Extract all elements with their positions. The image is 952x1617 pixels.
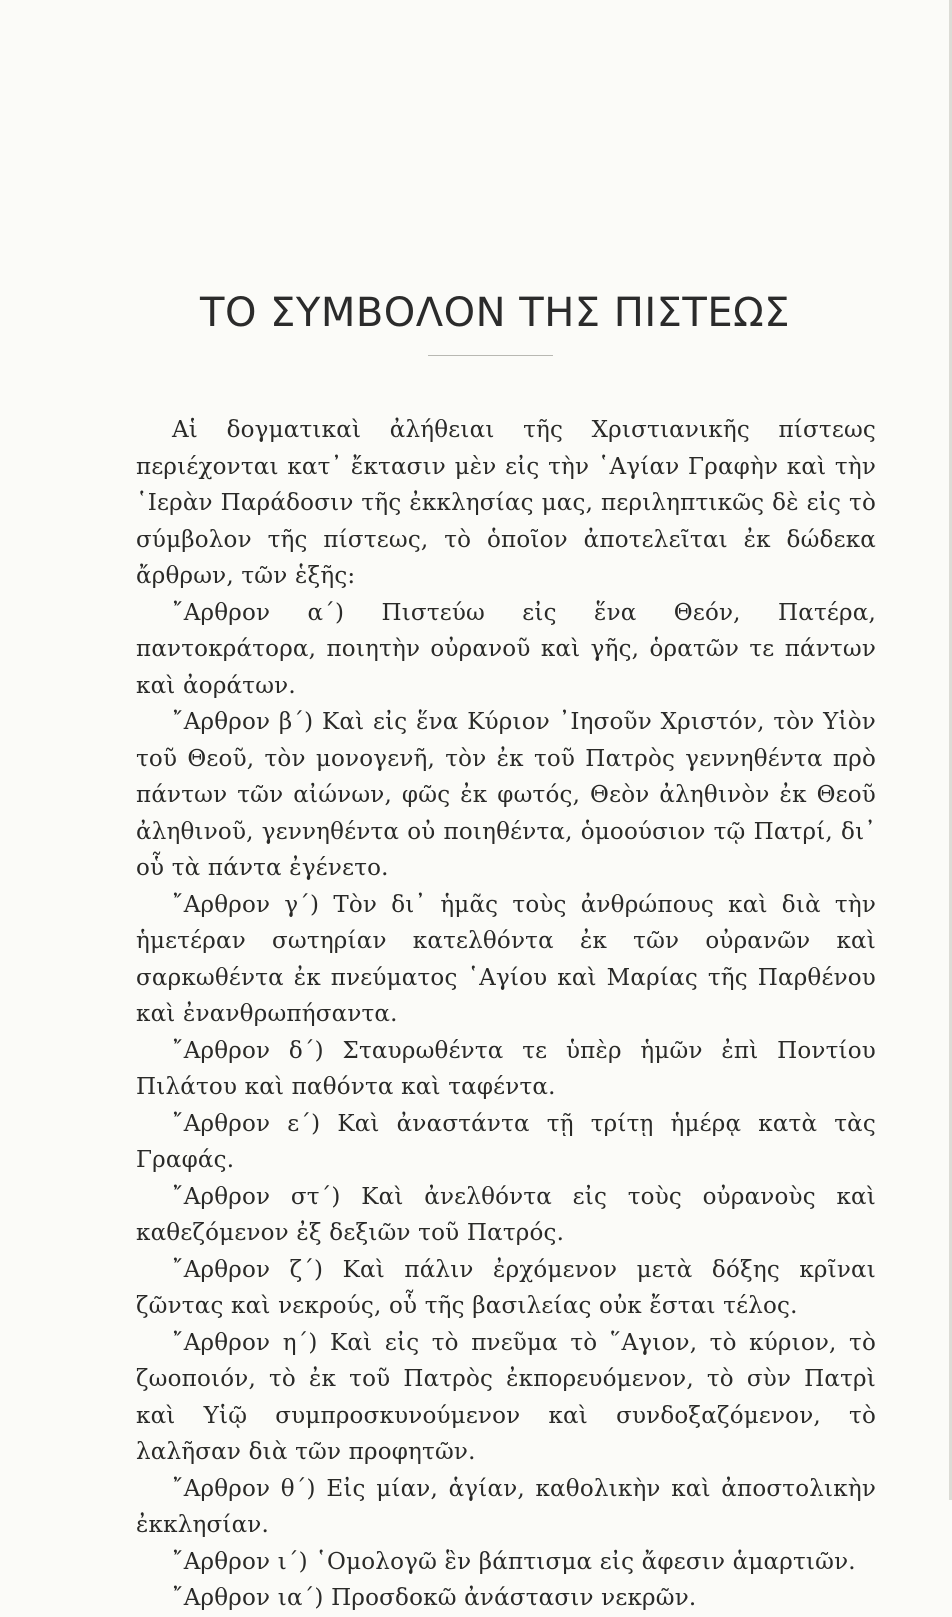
article-text: Καὶ ἀνελθόντα εἰς τοὺς οὐρανοὺς καὶ καθεζόμενον ἐξ δεξιῶν τοῦ Πατρός. [136, 1183, 876, 1246]
article-label: ῎Αρθρον στ΄) [172, 1183, 341, 1210]
page-title: ΤΟ ΣΥΜΒΟΛΟΝ ΤΗΣ ΠΙΣΤΕΩΣ [200, 290, 790, 336]
article-text: Καὶ ἀναστάντα τῇ τρίτῃ ἡμέρᾳ κατὰ τὰς Γραφάς. [136, 1110, 876, 1173]
article-text: Προσδοκῶ ἀνάστασιν νεκρῶν. [331, 1585, 697, 1611]
article-text: Εἰς μίαν, ἁγίαν, καθολικὴν καὶ ἀποστολικὴν ἐκκλησίαν. [136, 1475, 876, 1538]
article-label: ῎Αρθρον β΄) [172, 709, 314, 735]
article-label: ῎Αρθρον ια΄) [172, 1585, 324, 1611]
article-1 [136, 595, 876, 705]
article-label: ῎Αρθρον δ΄) [172, 1037, 324, 1064]
article-7 [136, 1252, 876, 1325]
article-text: Σταυρωθέντα τε ὑπὲρ ἡμῶν ἐπὶ Ποντίου Πιλάτου καὶ παθόντα καὶ ταφέντα. [136, 1037, 876, 1100]
article-label: ῎Αρθρον θ΄) [172, 1475, 316, 1502]
article-label: ῎Αρθρον ζ΄) [172, 1256, 324, 1283]
article-label: ῎Αρθρον α΄) [172, 599, 345, 626]
article-text: Πιστεύω εἰς ἕνα Θεόν, Πατέρα, παντοκράτορα, ποιητὴν οὐρανοῦ καὶ γῆς, ὁρατῶν τε πάντων καὶ ἀοράτων. [136, 599, 876, 699]
article-5 [136, 1106, 876, 1179]
article-label: ῎Αρθρον ε΄) [172, 1110, 321, 1137]
article-2 [136, 704, 876, 887]
article-label: ῎Αρθρον γ΄) [172, 891, 320, 918]
article-6 [136, 1179, 876, 1252]
article-11 [136, 1580, 876, 1617]
article-3 [136, 887, 876, 1033]
article-9 [136, 1471, 876, 1544]
creed-body [136, 412, 876, 1617]
article-10 [136, 1544, 876, 1581]
title-divider [428, 355, 553, 356]
article-8 [136, 1325, 876, 1471]
article-text: Καὶ εἰς τὸ πνεῦμα τὸ ῞Αγιον, τὸ κύριον, τὸ ζωοποιόν, τὸ ἐκ τοῦ Πατρὸς ἐκπορευόμενον, τὸ σὺν Πατρὶ καὶ Υἱῷ συμπροσκυνούμενον καὶ συνδοξαζόμενον, τὸ λαλῆσαν διὰ τῶν προφητῶν. [136, 1329, 877, 1465]
article-label: ῎Αρθρον η΄) [172, 1329, 318, 1356]
article-4 [136, 1033, 876, 1106]
article-label: ῎Αρθρον ι΄) [172, 1548, 308, 1575]
article-text: Καὶ εἰς ἕνα Κύριον ᾽Ιησοῦν Χριστόν, τὸν Υἱὸν τοῦ Θεοῦ, τὸν μονογενῆ, τὸν ἐκ τοῦ Πατρὸς γεννηθέντα πρὸ πάντων τῶν αἰώνων, φῶς ἐκ φωτός, Θεὸν ἀληθινὸν ἐκ Θεοῦ ἀληθινοῦ, γεννηθέντα οὐ ποιηθέντα, ὁμοούσιον τῷ Πατρί, δι᾽ οὗ τὰ πάντα ἐγένετο. [136, 709, 876, 881]
article-text: Τὸν δι᾽ ἡμᾶς τοὺς ἀνθρώπους καὶ διὰ τὴν ἡμετέραν σωτηρίαν κατελθόντα ἐκ τῶν οὐρανῶν καὶ σαρκωθέντα ἐκ πνεύματος ῾Αγίου καὶ Μαρίας τῆς Παρθένου καὶ ἐνανθρωπήσαντα. [136, 891, 877, 1027]
article-text: ῾Ομολογῶ ἓν βάπτισμα εἰς ἄφεσιν ἁμαρτιῶν. [315, 1548, 856, 1575]
article-text: Καὶ πάλιν ἐρχόμενον μετὰ δόξης κρῖναι ζῶντας καὶ νεκρούς, οὗ τῆς βασιλείας οὐκ ἔσται τέλος. [136, 1256, 877, 1319]
intro-paragraph: Αἱ δογματικαὶ ἀλήθειαι τῆς Χριστιανικῆς πίστεως περιέχονται κατ᾽ ἔκτασιν μὲν εἰς τὴν ῾Αγίαν Γραφὴν καὶ τὴν ῾Ιερὰν Παράδοσιν τῆς ἐκκλησίας μας, περιληπτικῶς δὲ εἰς τὸ σύμβολον τῆς πίστεως, τὸ ὁποῖον ἀποτελεῖται ἐκ δώδεκα ἄρθρων, τῶν ἑξῆς: [136, 417, 876, 589]
